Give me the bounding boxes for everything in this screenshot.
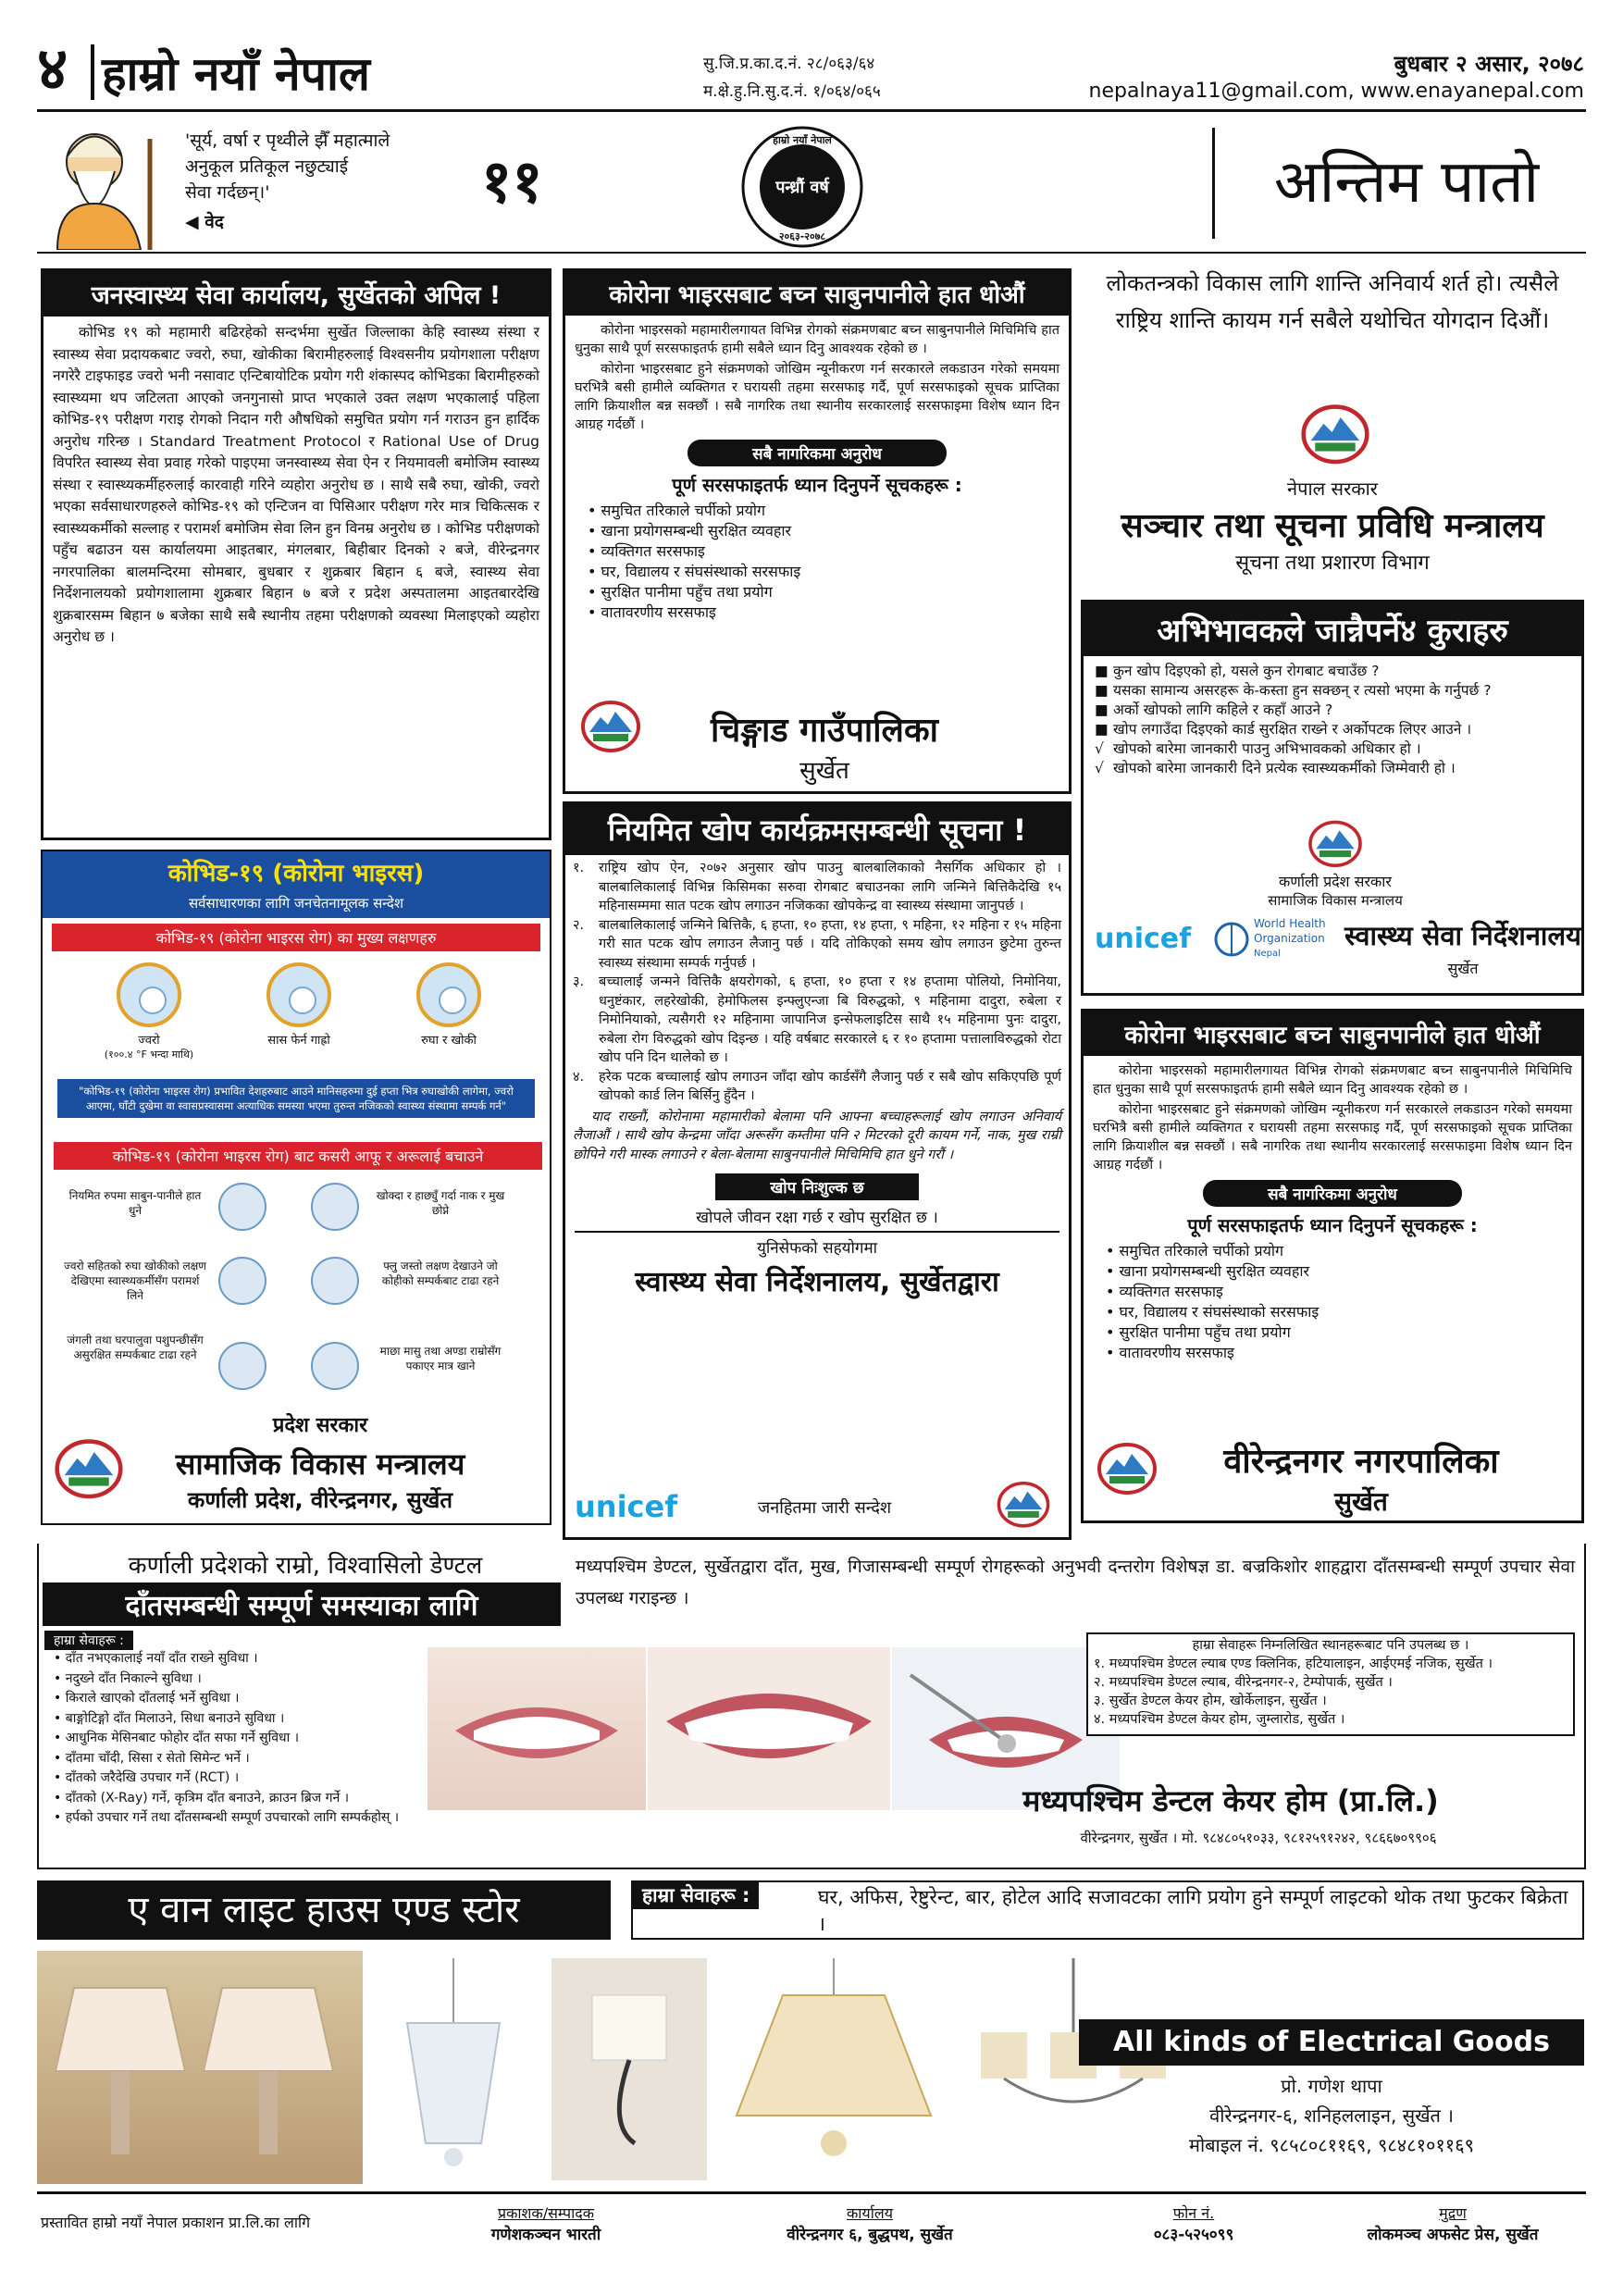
sage-illustration bbox=[39, 120, 178, 250]
registration-1: सु.जि.प्र.का.द.नं. २८/०६३/६४ bbox=[703, 55, 875, 73]
issue-number: ११ bbox=[481, 148, 543, 217]
covid-awareness-poster bbox=[41, 850, 551, 1525]
nepal-emblem-icon bbox=[1298, 400, 1372, 465]
list-item: • घर, विद्यालय र संघसंस्थाको सरसफाइ bbox=[588, 562, 1069, 582]
signatory-birendranagar: वीरेन्द्रनगर नगरपालिका bbox=[1223, 1443, 1499, 1481]
signatory-place: सुर्खेत bbox=[1334, 1486, 1388, 1517]
item-mark: √ bbox=[1095, 760, 1104, 776]
signatory-chingad: चिङ्गाड गाउँपालिका bbox=[711, 712, 938, 750]
free-vaccine-pill: खोप निःशुल्क छ bbox=[715, 1173, 919, 1200]
who-emblem-icon bbox=[1213, 921, 1250, 958]
social-dev-ministry: सामाजिक विकास मन्त्रालय bbox=[1268, 892, 1403, 909]
issue-date: बुधबार २ असार, २०७८ bbox=[1394, 51, 1584, 77]
indicators-heading: पूर्ण सरसफाइतर्फ ध्यान दिनुपर्ने सूचकहरू : bbox=[672, 474, 962, 496]
symptom-sublabel: (१००.४ °F भन्दा माथि) bbox=[104, 1049, 194, 1061]
footer-value: वीरेन्द्रनगर ६, बुद्धपथ, सुर्खेत bbox=[787, 2226, 953, 2244]
dental-address: वीरेन्द्रनगर, सुर्खेत । मो. ९८४८०५१०३३, ९८१२५९१२४२, ९८६६७०९९०६ bbox=[1080, 1830, 1437, 1846]
item-text: राष्ट्रिय खोप ऐन, २०७२ अनुसार खोप पाउनु बालबालिकाको नैसर्गिक अधिकार हो । बालबालिकालाई विभिन्न किसिमका सरुवा रोगबाट बचाउनका लागि जन्मिने बित्तिकैदेखि १५ महिनासम्ममा सात पटक खोप लगाउन नजिकका खोपकेन्द्र वा स्वास्थ्य संस्थामा जानुपर्छ । bbox=[599, 861, 1061, 913]
handwash-body bbox=[565, 316, 1069, 434]
dental-intro: मध्यपश्चिम डेण्टल, सुर्खेतद्वारा दाँत, मुख, गिजासम्बन्धी सम्पूर्ण रोगहरूको अनुभवी दन्तरोग विशेषज्ञ डा. बज्रकिशोर शाहद्वारा दाँतसम्बन्धी सम्पूर्ण उपचार सेवा उपलब्ध गराइन्छ । bbox=[576, 1557, 1575, 1608]
symptoms-bar: कोभिड-१९ (कोरोना भाइरस रोग) का मुख्य लक्षणहरु bbox=[52, 924, 540, 951]
wall-lamp-photo bbox=[551, 1958, 707, 2180]
publisher-note: प्रस्तावित हाम्रो नयाँ नेपाल प्रकाशन प्रा.लि.का लागि bbox=[41, 2214, 311, 2231]
list-item: • व्यक्तिगत सरसफाइ bbox=[1106, 1282, 1581, 1302]
unicef-support-line: युनिसेफको सहयोगमा bbox=[756, 1239, 878, 1258]
prevention-distance: फ्लु जस्तो लक्षण देखाउने जो कोहीको सम्पर्कबाट टाढा रहने bbox=[381, 1260, 500, 1287]
directorate-place: सुर्खेत bbox=[1447, 960, 1479, 977]
services-label: हाम्रा सेवाहरू : bbox=[633, 1882, 759, 1909]
cough-icon bbox=[416, 962, 481, 1027]
list-item bbox=[573, 916, 1061, 974]
prevention-animals: जंगली तथा घरपालुवा पशुपन्छीसँग असुरक्षित सम्पर्कबाट टाढा रहने bbox=[67, 1334, 204, 1361]
page-number: ४ bbox=[37, 35, 68, 104]
quote-line-3: सेवा गर्दछन्।' bbox=[185, 182, 270, 203]
indicators-list bbox=[565, 501, 1069, 623]
lighthouse-ad bbox=[37, 1880, 1586, 2184]
department-name: सूचना तथा प्रशारण विभाग bbox=[1235, 552, 1430, 575]
appeal-text: कोभिड १९ को महामारी बढिरहेको सन्दर्भमा सुर्खेत जिल्लाका केहि स्वास्थ्य संस्था र स्वास्थ्य सेवा प्रदायकबाट ज्वरो, रुघा, खोकीका बिरामीहरुलाई विश्वसनीय प्रयोगशाला परीक्षण नगरेरै टाइफाइड ज्वरो भनी नसावाट एन्टिबायोटिक प्रयोग गरी शंकास्पद कोभिडका बिरामीहरुको स्वास्थ्यमा थप जटिलता आएको जनगुनासो प्राप्त भएकाले उक्त लक्षण भएकालाई पहिला कोभिड-१९ परीक्षण गराइ रोगको निदान गरी औषधिको समुचित प्रयोग गर्न गराउन हुन हार्दिक अनुरोध गरिन्छ । Standard Treatment Protocol र Rational Use of Drug विपरित स्वास्थ्य सेवा प्रवाह गरेको पाइएमा जनस्वास्थ्य सेवा ऐन र नियमावली बमोजिम स्वास्थ्य संस्था र स्वास्थ्यकर्मीहरुलाई कारवाही गरिने व्यहोरा अनुरोध छ । साथै सबै रुघा, खोकी, ज्वरो भएका सर्वसाधारणहरुले कोभिड-१९ को एन्टिजन वा पिसिआर परीक्षण गरेर मात्र चिकित्सक र स्वास्थ्यकर्मीको सल्लाह र परामर्श बमोजिम सेवा लिन हुन विनम्र अनुरोध छ । कोभिड परीक्षणको पहुँच बढाउन यस कार्यालयमा आइतबार, मंगलबार, बिहीबार दिनको २ बजे, वीरेन्द्रनगर नगरपालिका बालमन्दिरमा सोमबार, बुधबार र शुक्रबार बिहान ६ बजे, स्वास्थ्य सेवा निर्देशनालयको प्रयोगशालामा शुक्रबार बिहान ७ बजे र प्रदेश अस्पतालमा आइतबारदेखि शुक्रबारसम्म बिहान ७ बजेका साथै सबै स्थानीय तहमा परीक्षणको व्यवस्था मिलाइएको व्यहोरा अनुरोध छ । bbox=[53, 324, 539, 645]
badge-text: पन्ध्रौं वर्ष bbox=[775, 178, 829, 197]
handwash-p2: कोरोना भाइरसबाट हुने संक्रमणको जोखिम न्यूनीकरण गर्न सरकारले लकडाउन गरेको समयमा घरभित्रै बसी हामीले व्यक्तिगत र घरायसी तहमा सरसफाइ गर्दै, पूर्ण सरसफाइको सूचक प्राप्तिका लागि क्रियाशील बन्न सक्छौं । सबै नागरिक तथा स्थानीय सरकारलाई सरसफाइमा विशेष ध्यान दिन आग्रह गर्दछौं । bbox=[575, 362, 1059, 432]
footer-value: लोकमञ्च अफसेट प्रेस, सुर्खेत bbox=[1367, 2226, 1539, 2244]
avoid-contact-icon bbox=[311, 1257, 359, 1305]
item-text: हरेक पटक बच्चालाई खोप लगाउन जाँदा खोप कार्डसँगै लैजानु पर्छ र सबै खोप सकिएपछि पूर्ण खोपको कार्ड लिन बिर्सिनु हुँदैन । bbox=[599, 1069, 1061, 1103]
list-item: • दाँतमा चाँदी, सिसा र सेतो सिमेन्ट भर्ने । bbox=[54, 1749, 426, 1769]
dental-ad bbox=[37, 1544, 1586, 1869]
health-office-appeal bbox=[41, 268, 551, 840]
who-line-2: Organization bbox=[1254, 932, 1325, 945]
chandelier-photo-2 bbox=[718, 1958, 949, 2180]
footer-label: मुद्रण bbox=[1439, 2204, 1467, 2222]
who-line-1: World Health bbox=[1254, 917, 1326, 930]
list-item bbox=[1095, 701, 1570, 720]
prevention-handwash: नियमित रुपमा साबुन-पानीले हात धुने bbox=[68, 1189, 202, 1217]
item-number: ३. bbox=[573, 974, 585, 989]
signatory-place: सुर्खेत bbox=[799, 757, 849, 785]
footer-publisher bbox=[435, 2203, 657, 2244]
item-text: बच्चालाई जन्मने वित्तिकै क्षयरोगको, ६ हप्ता, १० हप्ता र १४ हप्तामा पोलियो, निमोनिया, धनुष्टंकार, लहरेखोकी, हेमोफिलस इन्फ्लुएन्जा बि विरुद्धको, ९ महिनामा दादुरा, रुबेला र निमोनियाको, त्यसैगरी १२ महिनामा जापानिज इन्सेफलाइटिस साथै १५ महिनामा पुनः दादुरा, रुबेला रोग विरुद्धको खोप दिइन्छ । यहि वर्षबाट सरकारले ६ र १० हप्तामा पत्तालाविरुद्धको रोटा खोप पनि दिन थालेको छ । bbox=[599, 974, 1061, 1065]
list-item: • बाङ्गोटिङ्गो दाँत मिलाउने, सिधा बनाउने सुविधा । bbox=[54, 1709, 426, 1730]
prevention-consult: ज्वरो सहितको रुघा खोकीको लक्षण देखिएमा स्वास्थ्यकर्मीसँग परामर्श लिने bbox=[64, 1260, 206, 1302]
list-item: • खाना प्रयोगसम्बन्धी सुरक्षित व्यवहार bbox=[588, 521, 1069, 541]
handwash-p1: कोरोना भाइरसको महामारीलगायत विभिन्न रोगको संक्रमणबाट बच्न साबुनपानीले मिचिमिचि हात धुनुका साथै पूर्ण सरसफाइतर्फ हामी सबैले ध्यान दिनु आवश्यक रहेको छ । bbox=[575, 323, 1059, 356]
list-item: • दाँतको जरैदेखि उपचार गर्ने (RCT) । bbox=[54, 1769, 426, 1789]
symptom-label: ज्वरो bbox=[138, 1034, 160, 1048]
karnali-govt: कर्णाली प्रदेश सरकार bbox=[1279, 873, 1392, 890]
lighthouse-proprietor: प्रो. गणेश थापा bbox=[1281, 2075, 1382, 2097]
handwash-notice-chingad bbox=[563, 268, 1072, 794]
unicef-logo: unicef bbox=[575, 1489, 678, 1524]
list-item bbox=[573, 973, 1061, 1068]
item-mark: ■ bbox=[1095, 721, 1109, 738]
request-pill: सबै नागरिकमा अनुरोध bbox=[688, 440, 947, 466]
registration-2: म.क्षे.हु.नि.सु.द.नं. १/०६४/०६५ bbox=[703, 82, 881, 101]
lighthouse-services bbox=[631, 1880, 1584, 1940]
paper-name: हाम्रो नयाँ नेपाल bbox=[102, 47, 370, 101]
footer-phone bbox=[1101, 2203, 1286, 2244]
nepal-emblem-icon bbox=[52, 1434, 126, 1499]
list-item: • नदुख्ने दाँत निकाल्ने सुविधा । bbox=[54, 1669, 426, 1690]
list-item bbox=[573, 859, 1061, 916]
reminder-text: याद राख्नौं, कोरोनामा महामारीको बेलामा पनि आफ्ना बच्चाहरूलाई खोप लगाउन अनिवार्य लैजाऔं । साथै खोप केन्द्रमा जाँदा अरूसँग कम्तीमा पनि २ मिटरको दूरी कायम गर्ने, नाक, मुख राम्री छोपिने गरी मास्क लगाउने र बेला-बेलामा साबुनपानीले मिचिमिचि हात धुने गरौं । bbox=[573, 1109, 1061, 1162]
section-title: अन्तिम पातो bbox=[1273, 148, 1540, 217]
indicators-heading: पूर्ण सरसफाइतर्फ ध्यान दिनुपर्ने सूचकहरू : bbox=[1187, 1214, 1478, 1236]
footer-printer bbox=[1323, 2203, 1582, 2244]
parents-list bbox=[1084, 656, 1581, 784]
footer-label: फोन नं. bbox=[1172, 2204, 1215, 2222]
prevention-food: माछा मासु तथा अण्डा राम्रोसँग पकाएर मात्र खाने bbox=[379, 1345, 502, 1372]
item-number: ४. bbox=[573, 1069, 585, 1085]
list-item: • दाँतको (X-Ray) गर्ने, कृत्रिम दाँत बनाउने, क्राउन ब्रिज गर्ने । bbox=[54, 1789, 426, 1809]
dental-photo-floss bbox=[427, 1647, 646, 1810]
lighthouse-tagline: All kinds of Electrical Goods bbox=[1079, 2019, 1584, 2066]
ministry-location: कर्णाली प्रदेश, वीरेन्द्रनगर, सुर्खेत bbox=[187, 1487, 453, 1513]
list-item: २. मध्यपश्चिम डेण्टल ल्याब, वीरेन्द्रनगर-२, टेम्पोपार्क, सुर्खेत । bbox=[1094, 1675, 1393, 1690]
quote-line-1: 'सूर्य, वर्षा र पृथ्वीले झैँ महात्माले bbox=[185, 130, 390, 151]
handwash-title: कोरोना भाइरसबाट बच्न साबुनपानीले हात धोऔं bbox=[565, 271, 1069, 316]
peace-message bbox=[1081, 261, 1584, 594]
travel-notice: "कोभिड-१९ (कोरोना भाइरस रोग) प्रभावित देशहरुबाट आउने मानिसहरुमा दुई हप्ता भित्र रुघाखोकी लागेमा, ज्वरो आएमा, घाँटी दुखेमा वा स्वासप्रस्वासमा अत्याधिक समस्या भएमा तुरुन्त नजिकको स्वास्थ्य संस्थामा सम्पर्क गर्न" bbox=[57, 1079, 535, 1118]
item-text: खोपको बारेमा जानकारी दिने प्रत्येक स्वास्थ्यकर्मीको जिम्मेवारी हो । bbox=[1113, 760, 1456, 776]
footer-label: प्रकाशक/सम्पादक bbox=[497, 2204, 595, 2222]
nepal-emblem-icon bbox=[578, 697, 643, 752]
badge-bottom-text: २०६३-२०७८ bbox=[778, 230, 826, 242]
dental-services-label: हाम्रा सेवाहरू : bbox=[44, 1631, 133, 1650]
handwash-p1: कोरोना भाइरसको महामारीलगायत विभिन्न रोगको संक्रमणबाट बच्न साबुनपानीले मिचिमिचि हात धुनुका साथै पूर्ण सरसफाइतर्फ हामी सबैले ध्यान दिनु आवश्यक रहेको छ । bbox=[1093, 1063, 1572, 1097]
list-item: • आधुनिक मेसिनबाट फोहोर दाँत सफा गर्ने सुविधा । bbox=[54, 1729, 426, 1749]
appeal-body bbox=[43, 316, 549, 649]
list-item: १. मध्यपश्चिम डेण्टल ल्याब एण्ड क्लिनिक, हटियालाइन, आईएमई नजिक, सुर्खेत । bbox=[1094, 1657, 1493, 1671]
list-item: • समुचित तरिकाले चर्पीको प्रयोग bbox=[588, 501, 1069, 521]
prevention-bar: कोभिड-१९ (कोरोना भाइरस रोग) बाट कसरी आफू र अरूलाई बचाउने bbox=[54, 1142, 542, 1170]
item-number: १. bbox=[573, 861, 585, 875]
section-divider bbox=[1212, 128, 1215, 239]
header-rule bbox=[37, 109, 1586, 112]
footer-label: कार्यालय bbox=[847, 2204, 893, 2222]
footer-rule bbox=[37, 2191, 1586, 2194]
list-item: • सुरक्षित पानीमा पहुँच तथा प्रयोग bbox=[588, 582, 1069, 602]
unicef-logo: unicef bbox=[1095, 923, 1192, 955]
list-item: • घर, विद्यालय र संघसंस्थाको सरसफाइ bbox=[1106, 1302, 1581, 1322]
list-item: ३. सुर्खेत डेण्टल केयर होम, खोर्केलाइन, सुर्खेत । bbox=[1094, 1694, 1327, 1708]
covid-title: कोभिड-१९ (कोरोना भाइरस) bbox=[43, 851, 550, 892]
directorate-sign: स्वास्थ्य सेवा निर्देशनालय, सुर्खेतद्वारा bbox=[635, 1266, 999, 1298]
branches-label: हाम्रा सेवाहरू निम्नलिखित स्थानहरूबाट पनि उपलब्ध छ । bbox=[1192, 1638, 1469, 1653]
list-item: • खाना प्रयोगसम्बन्धी सुरक्षित व्यवहार bbox=[1106, 1261, 1581, 1282]
province-government: प्रदेश सरकार bbox=[272, 1414, 368, 1437]
quote-source: ◀ वेद bbox=[185, 212, 224, 232]
who-logo bbox=[1213, 917, 1343, 969]
handwash-notice-birendranagar bbox=[1081, 1009, 1584, 1523]
quote-line-2: अनुकूल प्रतिकूल नछुट्याई bbox=[185, 156, 349, 177]
symptom-breathing bbox=[248, 962, 350, 1048]
item-text: अर्को खोपको लागि कहिले र कहाँ आउने ? bbox=[1113, 701, 1333, 718]
services-text: घर, अफिस, रेष्टुरेन्ट, बार, होटेल आदि सजावटका लागि प्रयोग हुने सम्पूर्ण लाइटको थोक तथा फुटकर बिक्रेता । bbox=[818, 1886, 1568, 1935]
nepal-emblem-icon bbox=[1095, 1439, 1159, 1495]
nepal-emblem-icon bbox=[995, 1478, 1052, 1528]
animal-contact-icon bbox=[218, 1342, 266, 1390]
item-text: यसका सामान्य असरहरू के-कस्ता हुन सक्छन् र त्यसो भएमा के गर्नुपर्छ ? bbox=[1113, 682, 1492, 699]
list-item bbox=[1095, 739, 1570, 759]
dental-branches bbox=[1086, 1632, 1575, 1736]
lighthouse-mobile: मोबाइल नं. ९८५८०८११६९, ९८४८१०११६९ bbox=[1188, 2134, 1474, 2156]
item-mark: ■ bbox=[1095, 682, 1109, 699]
footer-office bbox=[722, 2203, 1018, 2244]
nepal-government: नेपाल सरकार bbox=[1287, 478, 1378, 500]
item-mark: √ bbox=[1095, 740, 1104, 757]
lighthouse-title: ए वान लाइट हाउस एण्ड स्टोर bbox=[37, 1880, 611, 1940]
handwash-title: कोरोना भाइरसबाट बच्न साबुनपानीले हात धोऔं bbox=[1084, 1011, 1581, 1056]
appeal-title: जनस्वास्थ्य सेवा कार्यालय, सुर्खेतको अपिल ! bbox=[43, 271, 549, 316]
consult-icon bbox=[218, 1257, 266, 1305]
item-text: खोप लगाउँदा दिइएको कार्ड सुरक्षित राख्ने र अर्कोपटक लिएर आउने । bbox=[1113, 721, 1472, 738]
symptom-fever bbox=[98, 962, 200, 1061]
contact-info[interactable]: nepalnaya11@gmail.com, www.enayanepal.com bbox=[1088, 80, 1584, 103]
list-item: • व्यक्तिगत सरसफाइ bbox=[588, 541, 1069, 562]
nepal-emblem-icon bbox=[1306, 817, 1365, 867]
social-ministry: सामाजिक विकास मन्त्रालय bbox=[175, 1446, 465, 1482]
covid-subtitle: सर्वसाधारणका लागि जनचेतनामूलक सन्देश bbox=[43, 892, 550, 918]
breathing-icon bbox=[266, 962, 331, 1027]
health-directorate: स्वास्थ्य सेवा निर्देशनालय bbox=[1344, 920, 1581, 951]
dental-photo-smile bbox=[648, 1647, 890, 1810]
item-text: बालबालिकालाई जन्मिने बित्तिकै, ६ हप्ता, १० हप्ता, १४ हप्ता, ९ महिना, १२ महिना र १५ महिना गरी सात पटक खोप लगाउन लैजानु पर्छ । यदि तोकिएको समय खोप लगाउन छुटेमा तुरुन्त स्वास्थ्य संस्थामा सम्पर्क गर्नुपर्छ । bbox=[599, 917, 1061, 971]
dental-company: मध्यपश्चिम डेन्टल केयर होम (प्रा.लि.) bbox=[1022, 1783, 1439, 1818]
list-item: ४. मध्यपश्चिम डेण्टल केयर होम, जुम्लारोड, सुर्खेत । bbox=[1094, 1712, 1345, 1727]
item-mark: ■ bbox=[1095, 701, 1109, 718]
masthead-divider bbox=[91, 44, 94, 100]
parents-title: अभिभावकले जान्नैपर्ने४ कुराहरु bbox=[1084, 602, 1581, 656]
immunization-list bbox=[565, 855, 1069, 1168]
indicators-list bbox=[1084, 1241, 1581, 1363]
handwash-icon bbox=[218, 1183, 266, 1231]
list-item bbox=[573, 1068, 1061, 1106]
fever-icon bbox=[117, 962, 181, 1027]
footer-value: ०८३-५२५०९९ bbox=[1153, 2226, 1234, 2244]
handwash-body bbox=[1084, 1056, 1581, 1174]
list-item bbox=[1095, 681, 1570, 701]
badge-top-text: हाम्रो नयाँ नेपाल bbox=[773, 134, 832, 146]
vaccine-safe-line: खोपले जीवन रक्षा गर्छ र खोप सुरक्षित छ । bbox=[575, 1206, 1059, 1233]
list-item bbox=[1095, 759, 1570, 778]
list-item: • समुचित तरिकाले चर्पीको प्रयोग bbox=[1106, 1241, 1581, 1261]
list-item bbox=[1095, 662, 1570, 681]
header-bottom-rule bbox=[37, 252, 1586, 254]
dental-tagline: कर्णाली प्रदेशको राम्रो, विश्वासिलो डेण्टल bbox=[128, 1552, 483, 1580]
handwash-p2: कोरोना भाइरसबाट हुने संक्रमणको जोखिम न्यूनीकरण गर्न सरकारले लकडाउन गरेको समयमा घरभित्रै बसी हामीले व्यक्तिगत र घरायसी तहमा सरसफाइ गर्दै, पूर्ण सरसफाइको सूचक प्राप्तिका लागि क्रियाशील बन्न सक्छौं । सबै नागरिक तथा स्थानीय सरकारलाई सरसफाइमा विशेष ध्यान दिन आग्रह गर्दछौं । bbox=[1093, 1102, 1572, 1173]
dental-services-list bbox=[37, 1649, 426, 1829]
immunization-notice bbox=[563, 801, 1072, 1540]
peace-text: लोकतन्त्रको विकास लागि शान्ति अनिवार्य शर्त हो। त्यसैले राष्ट्रिय शान्ति कायम गर्न सबैले यथोचित योगदान दिऔं। bbox=[1106, 270, 1559, 333]
list-item: • वातावरणीय सरसफाइ bbox=[1106, 1343, 1581, 1363]
chandelier-photo-1 bbox=[379, 1958, 527, 2180]
item-text: खोपको बारेमा जानकारी पाउनु अभिभावकको अधिकार हो । bbox=[1113, 740, 1421, 757]
item-number: २. bbox=[573, 917, 585, 933]
lamp-photo-1 bbox=[37, 1951, 363, 2184]
list-item: • सुरक्षित पानीमा पहुँच तथा प्रयोग bbox=[1106, 1322, 1581, 1343]
list-item: • दाँत नभएकालाई नयाँ दाँत राख्ने सुविधा । bbox=[54, 1649, 426, 1669]
cover-cough-icon bbox=[311, 1183, 359, 1231]
lighthouse-address: वीरेन्द्रनगर-६, शनिहललाइन, सुर्खेत । bbox=[1209, 2104, 1454, 2127]
dental-banner: दाँतसम्बन्धी सम्पूर्ण समस्याका लागि bbox=[43, 1582, 561, 1626]
cook-food-icon bbox=[311, 1342, 359, 1390]
request-pill: सबै नागरिकमा अनुरोध bbox=[1203, 1180, 1462, 1207]
footer-value: गणेशकञ्चन भारती bbox=[490, 2226, 601, 2244]
prevention-cover: खोक्दा र हाछ्युँ गर्दा नाक र मुख छोप्ने bbox=[376, 1189, 505, 1217]
symptom-label: रुघा र खोकी bbox=[421, 1034, 477, 1048]
immunization-title: नियमित खोप कार्यक्रमसम्बन्धी सूचना ! bbox=[565, 804, 1069, 855]
quote-text bbox=[185, 128, 390, 235]
who-line-3: Nepal bbox=[1254, 949, 1281, 959]
list-item: • वातावरणीय सरसफाइ bbox=[588, 602, 1069, 623]
symptom-cough bbox=[398, 962, 500, 1048]
symptom-label: सास फेर्न गाह्रो bbox=[267, 1034, 330, 1048]
ministry-name: सञ्चार तथा सूचना प्रविधि मन्त्रालय bbox=[1121, 507, 1544, 545]
item-mark: ■ bbox=[1095, 663, 1109, 679]
list-item: • किराले खाएको दाँतलाई भर्ने सुविधा । bbox=[54, 1689, 426, 1709]
item-text: कुन खोप दिइएको हो, यसले कुन रोगबाट बचाउँछ ? bbox=[1113, 663, 1380, 679]
list-item bbox=[1095, 720, 1570, 739]
list-item: • हर्पको उपचार गर्ने तथा दाँतसम्बन्धी सम्पूर्ण उपचारको लागि सम्पर्कहोस् । bbox=[54, 1808, 426, 1829]
public-interest-line: जनहितमा जारी सन्देश bbox=[757, 1498, 892, 1518]
parents-must-know bbox=[1081, 600, 1584, 996]
anniversary-badge bbox=[733, 122, 872, 252]
